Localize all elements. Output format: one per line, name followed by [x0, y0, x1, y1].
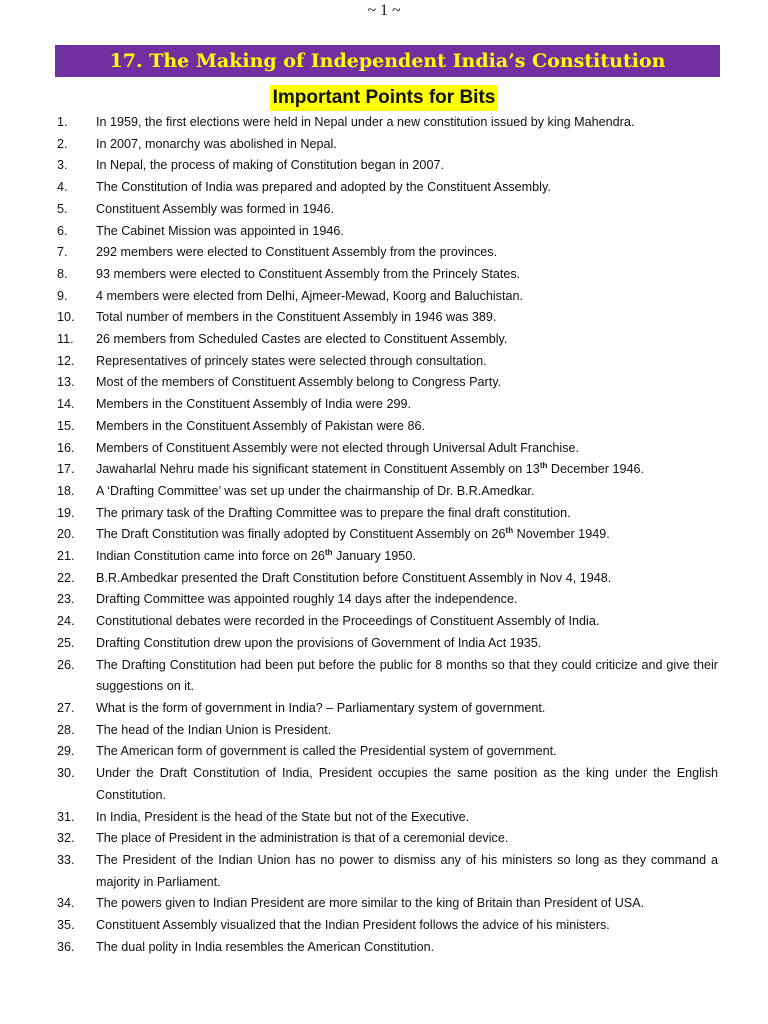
- list-item: [0, 264, 768, 286]
- subtitle-container: [0, 85, 768, 111]
- point-text: Drafting Constitution drew upon the provisions of Government of India Act 1935.: [96, 635, 542, 650]
- point-text: Constituent Assembly was formed in 1946.: [96, 201, 335, 216]
- point-text: The American form of government is called the Presidential system of government.: [96, 744, 557, 759]
- point-text: The Cabinet Mission was appointed in 1946.: [96, 223, 344, 238]
- list-item: [0, 698, 768, 720]
- point-number: 7.: [57, 245, 68, 260]
- point-text: In India, President is the head of the State but not of the Executive.: [96, 809, 470, 824]
- list-item: [0, 286, 768, 308]
- point-text: The dual polity in India resembles the American Constitution.: [96, 939, 435, 954]
- point-number: 4.: [57, 180, 68, 195]
- list-item: [0, 655, 768, 698]
- list-item: [0, 372, 768, 394]
- list-item: [0, 893, 768, 915]
- point-number: 22.: [57, 570, 75, 585]
- point-text-part: Jawaharlal Nehru made his significant statement in Constituent Assembly on 13: [96, 462, 540, 477]
- point-text: In Nepal, the process of making of Constitution began in 2007.: [96, 158, 444, 173]
- list-item: [0, 741, 768, 763]
- point-number: 28.: [57, 722, 75, 737]
- point-text: [96, 546, 718, 568]
- list-item: [0, 915, 768, 937]
- point-text: The place of President in the administration is that of a ceremonial device.: [96, 831, 509, 846]
- list-item: [0, 155, 768, 177]
- point-number: 21.: [57, 549, 75, 564]
- point-number: 19.: [57, 505, 75, 520]
- point-text: 4 members were elected from Delhi, Ajmeer-Mewad, Koorg and Baluchistan.: [96, 288, 523, 303]
- point-number: 13.: [57, 375, 75, 390]
- list-item: [0, 329, 768, 351]
- point-number: 15.: [57, 418, 75, 433]
- list-item: [0, 763, 768, 806]
- point-text-part: Indian Constitution came into force on 26: [96, 549, 325, 564]
- point-text-part: The Draft Constitution was finally adopted by Constituent Assembly on 26: [96, 527, 506, 542]
- ordinal-suffix: th: [324, 547, 333, 557]
- list-item: [0, 828, 768, 850]
- point-number: 26.: [57, 657, 75, 672]
- point-text-part: December 1946.: [547, 462, 644, 477]
- point-text: 292 members were elected to Constituent Assembly from the provinces.: [96, 245, 498, 260]
- list-item: [0, 177, 768, 199]
- point-number: 2.: [57, 136, 68, 151]
- ordinal-suffix: th: [505, 526, 514, 536]
- point-text: The powers given to Indian President are more similar to the king of Britain than President of USA.: [96, 896, 645, 911]
- point-text: The Constitution of India was prepared and adopted by the Constituent Assembly.: [96, 180, 551, 195]
- point-number: 27.: [57, 700, 75, 715]
- point-text: In 2007, monarchy was abolished in Nepal.: [96, 136, 337, 151]
- list-item: [0, 134, 768, 156]
- point-number: 9.: [57, 288, 68, 303]
- point-number: 5.: [57, 201, 68, 216]
- point-number: 23.: [57, 592, 75, 607]
- point-text: Total number of members in the Constituent Assembly in 1946 was 389.: [96, 310, 497, 325]
- list-item: [0, 394, 768, 416]
- point-text: Representatives of princely states were selected through consultation.: [96, 353, 487, 368]
- point-text: Members in the Constituent Assembly of India were 299.: [96, 397, 412, 412]
- point-number: 12.: [57, 353, 75, 368]
- point-text: The President of the Indian Union has no power to dismiss any of his ministers so long as they command a majority in Parliament.: [96, 852, 718, 889]
- point-number: 20.: [57, 527, 75, 542]
- point-text: A ‘Drafting Committee’ was set up under the chairmanship of Dr. B.R.Amedkar.: [96, 483, 535, 498]
- page-number: ~ 1 ~: [367, 2, 401, 19]
- list-item: [0, 199, 768, 221]
- point-number: 29.: [57, 744, 75, 759]
- point-number: 36.: [57, 939, 75, 954]
- point-number: 17.: [57, 462, 75, 477]
- point-text: B.R.Ambedkar presented the Draft Constitution before Constituent Assembly in Nov 4, 1948.: [96, 570, 612, 585]
- list-item: [0, 481, 768, 503]
- point-text: The Drafting Constitution had been put before the public for 8 months so that they could criticize and give their suggestions on it.: [96, 657, 718, 694]
- list-item: [0, 242, 768, 264]
- point-text: [96, 524, 718, 546]
- point-text: The primary task of the Drafting Committee was to prepare the final draft constitution.: [96, 505, 571, 520]
- point-number: 24.: [57, 614, 75, 629]
- point-number: 10.: [57, 310, 75, 325]
- list-item: [0, 307, 768, 329]
- point-text: In 1959, the first elections were held in Nepal under a new constitution issued by king Mahendra.: [96, 115, 635, 129]
- point-number: 25.: [57, 635, 75, 650]
- points-list: [0, 112, 768, 958]
- point-number: 32.: [57, 831, 75, 846]
- point-number: 6.: [57, 223, 68, 238]
- chapter-title: 17. The Making of Independent India’s Constitution: [55, 45, 720, 77]
- ordinal-suffix: th: [539, 461, 548, 471]
- point-text: Constituent Assembly visualized that the Indian President follows the advice of his ministers.: [96, 918, 610, 933]
- point-number: 35.: [57, 918, 75, 933]
- list-item: [0, 611, 768, 633]
- list-item: [0, 524, 768, 546]
- point-number: 31.: [57, 809, 75, 824]
- point-text: Members in the Constituent Assembly of Pakistan were 86.: [96, 418, 425, 433]
- point-number: 11.: [57, 332, 74, 347]
- point-text: What is the form of government in India? – Parliamentary system of government.: [96, 700, 546, 715]
- list-item: [0, 589, 768, 611]
- point-number: 1.: [57, 115, 68, 129]
- list-item: [0, 807, 768, 829]
- point-text-part: January 1950.: [332, 549, 416, 564]
- subtitle: Important Points for Bits: [270, 85, 499, 111]
- point-number: 3.: [57, 158, 68, 173]
- point-number: 16.: [57, 440, 75, 455]
- point-text: Members of Constituent Assembly were not elected through Universal Adult Franchise.: [96, 440, 579, 455]
- point-number: 34.: [57, 896, 75, 911]
- point-text: Most of the members of Constituent Assembly belong to Congress Party.: [96, 375, 502, 390]
- list-item: [0, 416, 768, 438]
- list-item: [0, 937, 768, 959]
- point-text: Under the Draft Constitution of India, President occupies the same position as the king under the English Constitution.: [96, 766, 718, 802]
- list-item: [0, 850, 768, 893]
- list-item: [0, 720, 768, 742]
- list-item: [0, 438, 768, 460]
- list-item: [0, 633, 768, 655]
- point-text: Drafting Committee was appointed roughly 14 days after the independence.: [96, 592, 518, 607]
- list-item: [0, 503, 768, 525]
- list-item: [0, 221, 768, 243]
- point-number: 8.: [57, 266, 68, 281]
- point-number: 33.: [57, 852, 75, 867]
- point-text: 93 members were elected to Constituent Assembly from the Princely States.: [96, 266, 521, 281]
- point-number: 14.: [57, 397, 75, 412]
- list-item: [0, 459, 768, 481]
- list-item: [0, 112, 768, 134]
- point-text-part: November 1949.: [513, 527, 610, 542]
- point-number: 30.: [57, 766, 75, 781]
- point-number: 18.: [57, 483, 75, 498]
- list-item: [0, 546, 768, 568]
- point-text: [96, 459, 718, 481]
- point-text: The head of the Indian Union is President.: [96, 722, 332, 737]
- point-text: Constitutional debates were recorded in the Proceedings of Constituent Assembly of India.: [96, 614, 600, 629]
- list-item: [0, 568, 768, 590]
- point-text: 26 members from Scheduled Castes are elected to Constituent Assembly.: [96, 332, 508, 347]
- list-item: [0, 351, 768, 373]
